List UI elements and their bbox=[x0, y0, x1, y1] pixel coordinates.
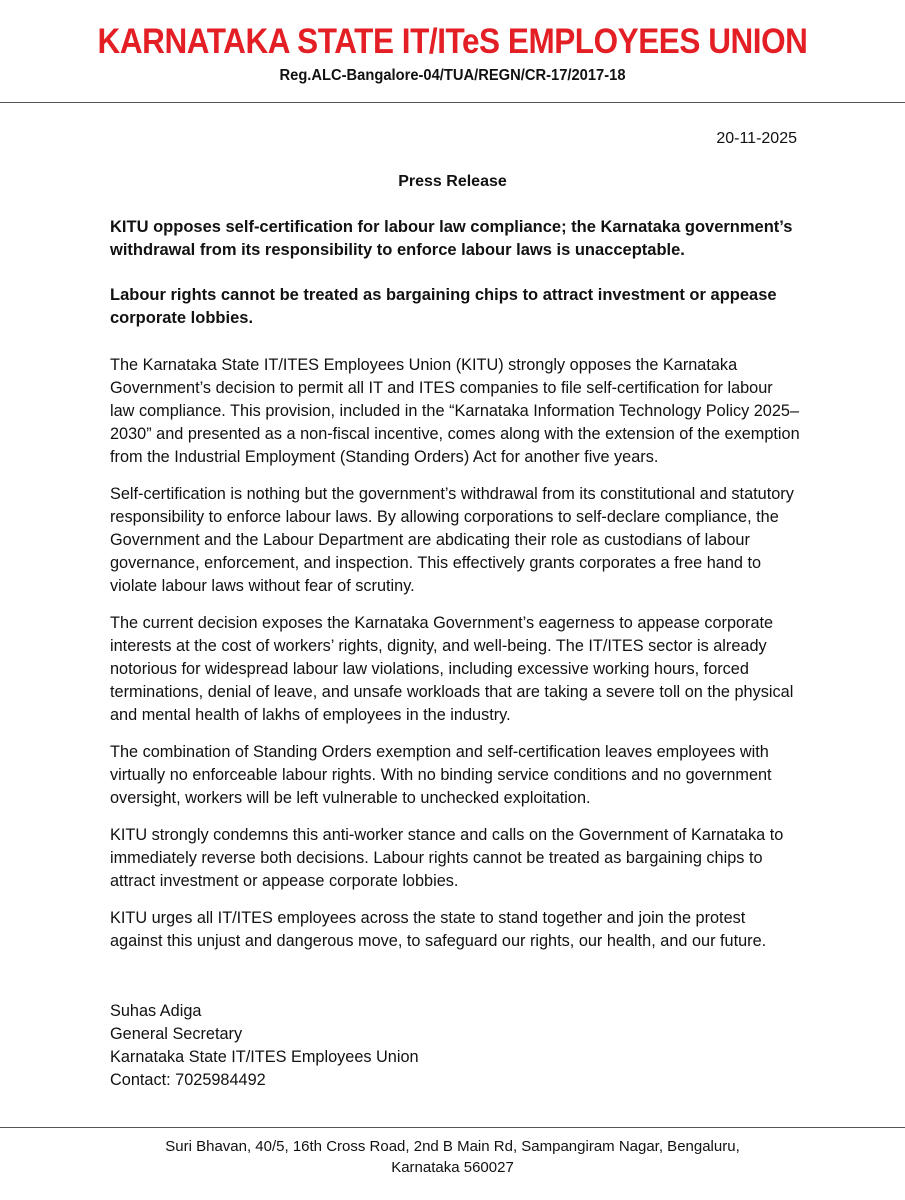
body-paragraph: Self-certification is nothing but the government’s withdrawal from its constitutional and statutory responsibility to enforce labour laws. By allowing corporations to self-declare compliance, the Government and the Labour Department are abdicating their role as custodians of labour governance, enforcement, and inspection. This effectively grants corporates a free hand to violate labour laws without fear of scrutiny. bbox=[110, 485, 794, 595]
footer-address-line-2: Karnataka 560027 bbox=[391, 1159, 514, 1176]
press-release-body bbox=[110, 216, 800, 953]
signature-block bbox=[110, 1000, 419, 1092]
signatory-organization: Karnataka State IT/ITES Employees Union bbox=[110, 1048, 419, 1066]
press-release-heading: Press Release bbox=[398, 173, 507, 190]
headline-secondary: Labour rights cannot be treated as bargaining chips to attract investment or appease corporate lobbies. bbox=[110, 286, 777, 327]
body-paragraph: The Karnataka State IT/ITES Employees Union (KITU) strongly opposes the Karnataka Government’s decision to permit all IT and ITES companies to file self-certification for labour law compliance. This provision, included in the “Karnataka Information Technology Policy 2025–2030” and presented as a non-fiscal incentive, comes along with the extension of the exemption from the Industrial Employment (Standing Orders) Act for another five years. bbox=[110, 356, 800, 466]
headline-primary: KITU opposes self-certification for labour law compliance; the Karnataka government’s withdrawal from its responsibility to enforce labour laws is unacceptable. bbox=[110, 218, 793, 259]
signatory-contact: Contact: 7025984492 bbox=[110, 1071, 266, 1089]
document-date: 20-11-2025 bbox=[716, 130, 797, 147]
body-paragraph: KITU urges all IT/ITES employees across the state to stand together and join the protest against this unjust and dangerous move, to safeguard our rights, our health, and our future. bbox=[110, 909, 767, 950]
body-paragraph: The combination of Standing Orders exemption and self-certification leaves employees with virtually no enforceable labour rights. With no binding service conditions and no government oversight, workers will be left vulnerable to unchecked exploitation. bbox=[110, 743, 772, 807]
bottom-divider bbox=[0, 1127, 905, 1128]
signatory-name: Suhas Adiga bbox=[110, 1002, 202, 1020]
letterhead-title: KARNATAKA STATE IT/ITeS EMPLOYEES UNION bbox=[97, 22, 808, 61]
body-paragraph: KITU strongly condemns this anti-worker stance and calls on the Government of Karnataka to immediately reverse both decisions. Labour rights cannot be treated as bargaining chips to attract investment or appease corporate lobbies. bbox=[110, 826, 784, 890]
body-paragraph: The current decision exposes the Karnataka Government’s eagerness to appease corporate interests at the cost of workers’ rights, dignity, and well-being. The IT/ITES sector is already notorious for widespread labour law violations, including excessive working hours, forced terminations, denial of leave, and unsafe workloads that are taking a severe toll on the physical and mental health of lakhs of employees in the industry. bbox=[110, 614, 794, 724]
registration-number: Reg.ALC-Bangalore-04/TUA/REGN/CR-17/2017-18 bbox=[279, 67, 626, 84]
signatory-designation: General Secretary bbox=[110, 1025, 243, 1043]
footer-address-line-1: Suri Bhavan, 40/5, 16th Cross Road, 2nd B Main Rd, Sampangiram Nagar, Bengaluru, bbox=[165, 1138, 740, 1155]
footer-address bbox=[0, 1136, 905, 1178]
top-divider bbox=[0, 102, 905, 103]
